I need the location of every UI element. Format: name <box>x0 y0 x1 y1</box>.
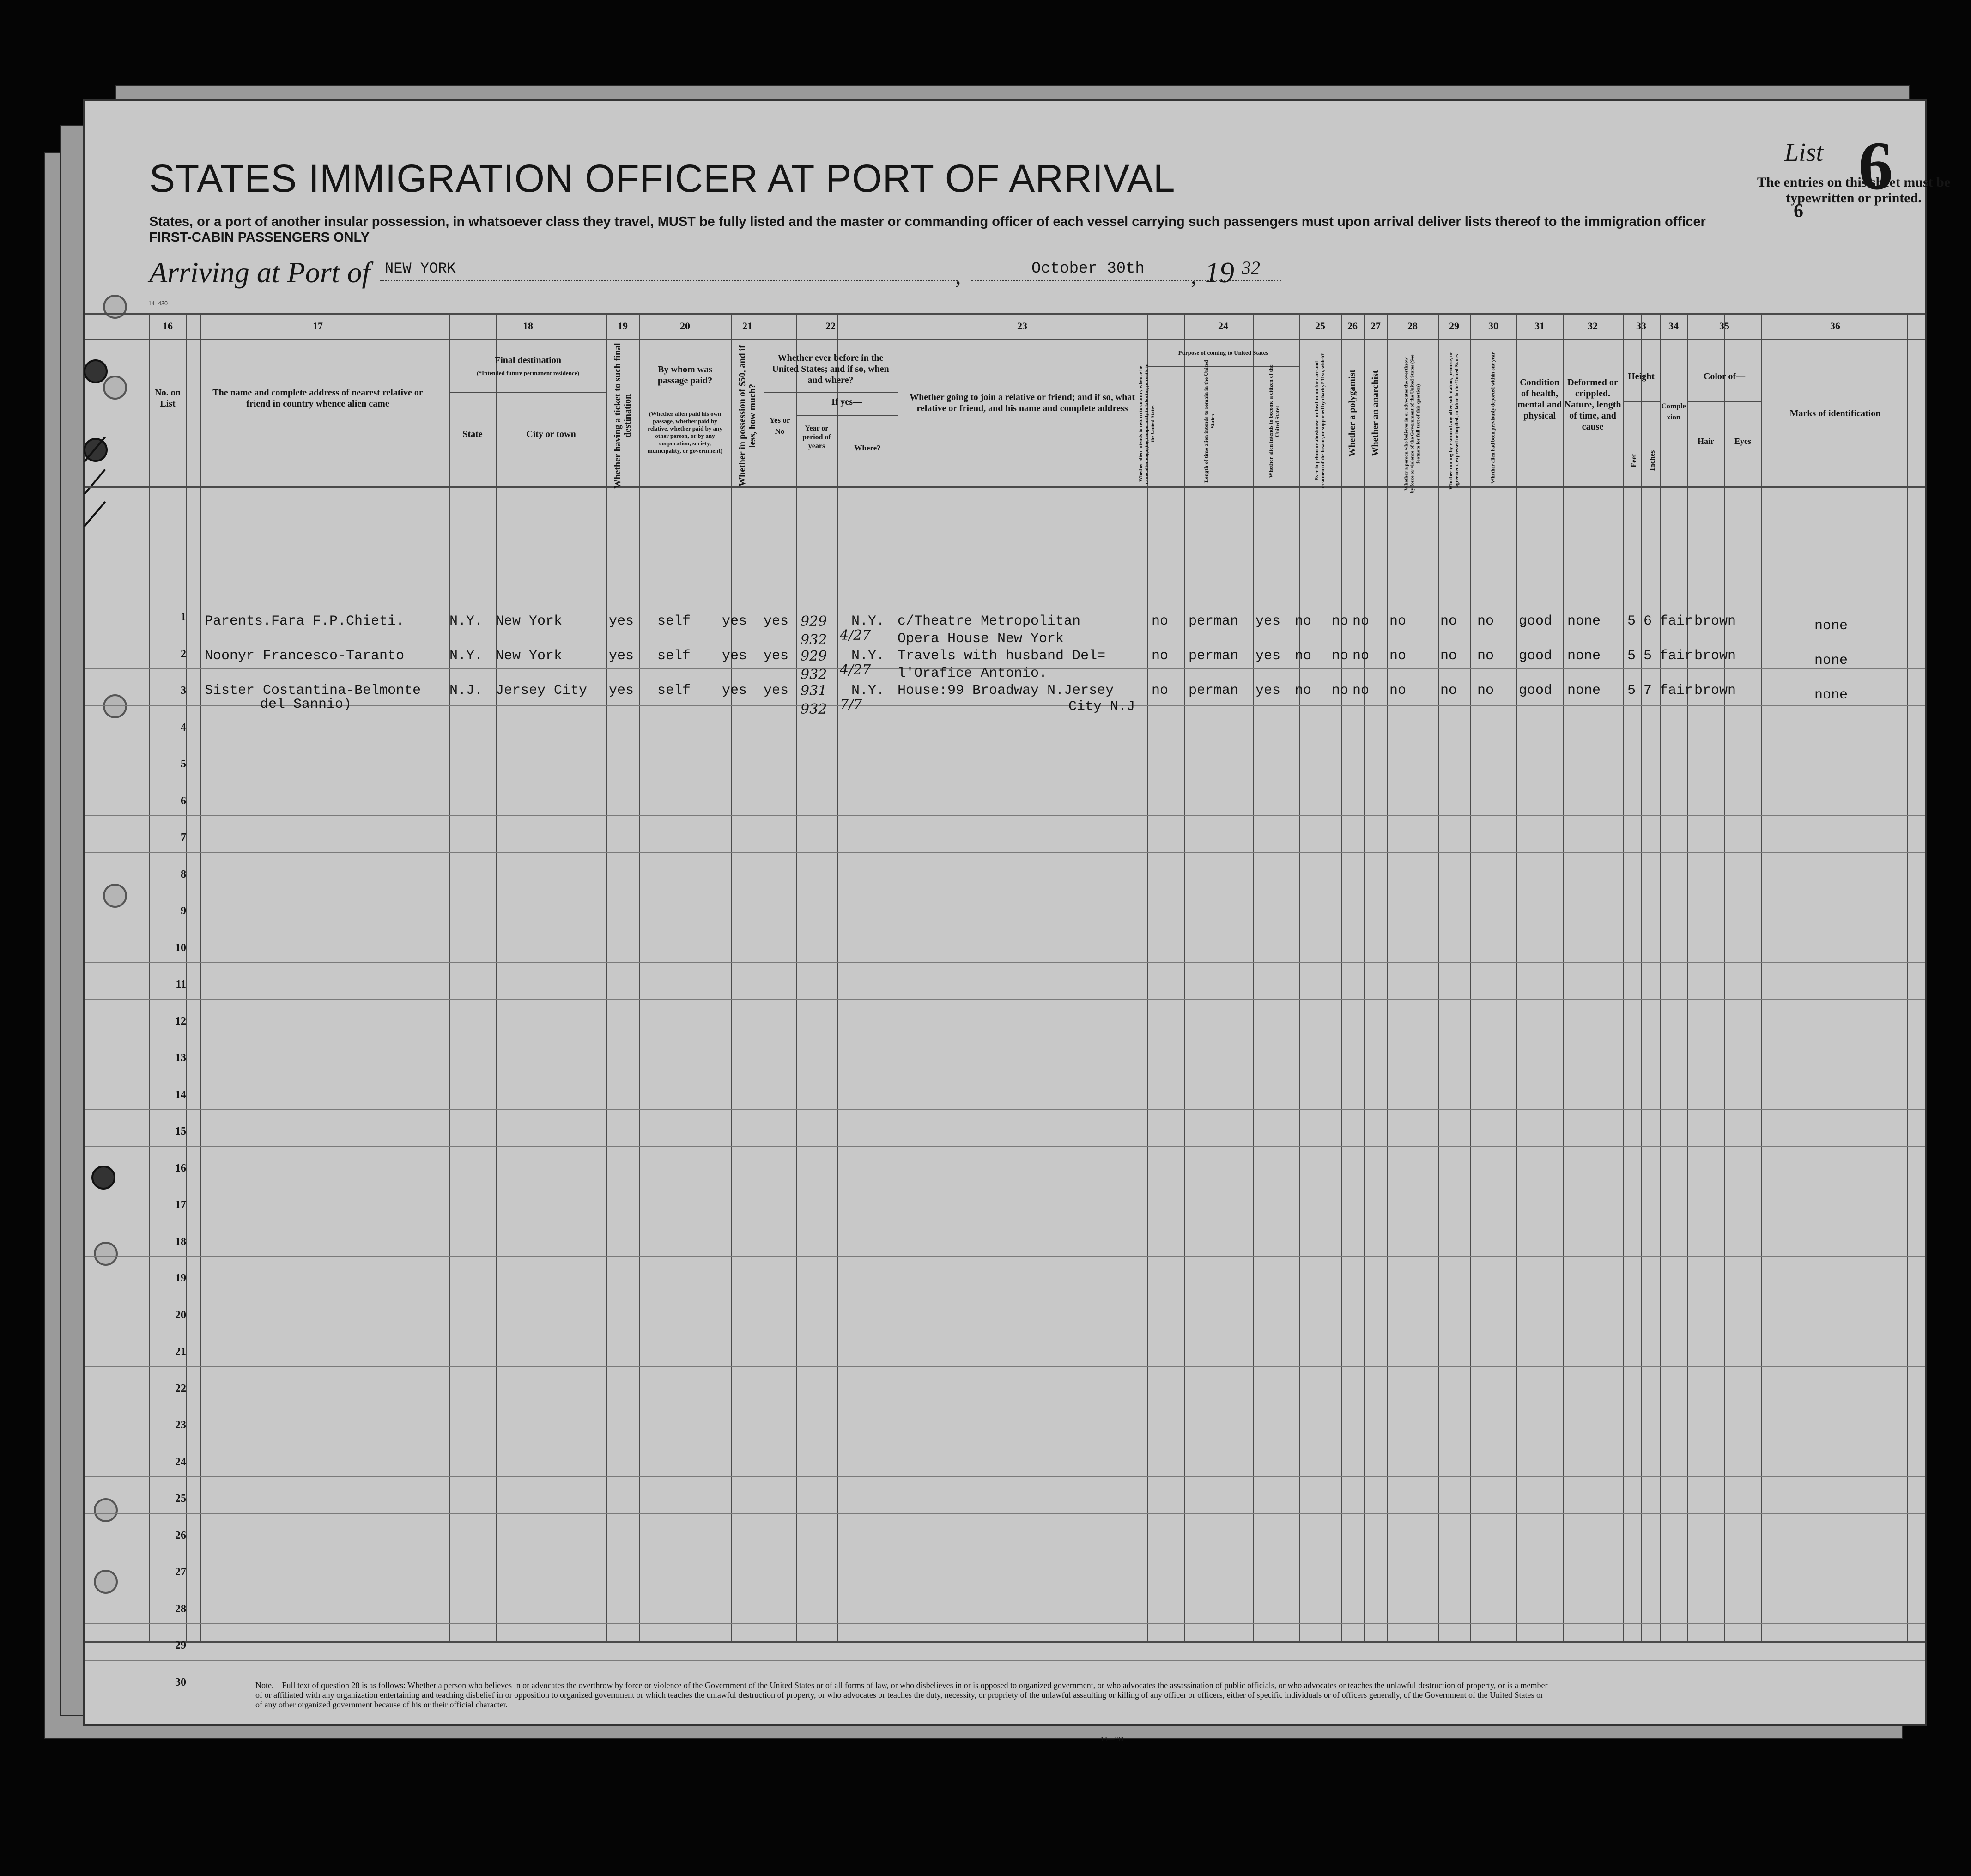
q25-value: no <box>1295 683 1312 698</box>
q29-value: no <box>1440 613 1457 629</box>
feet-value: 5 <box>1627 613 1636 629</box>
row-rule <box>85 962 1925 963</box>
column-number: 32 <box>1588 320 1598 332</box>
heading-if-yes: If yes— <box>831 397 862 407</box>
heading-final-destination-note: (*Intended future permanent residence) <box>477 370 579 376</box>
row-number: 14 <box>175 1088 186 1101</box>
header-sub-rule <box>764 392 898 393</box>
heading-complexion: Complexion <box>1661 402 1686 421</box>
column-number: 18 <box>523 320 533 332</box>
row-number: 27 <box>175 1566 186 1578</box>
purpose-a-value: no <box>1152 648 1169 664</box>
column-divider <box>639 313 640 1641</box>
date-note-value: 4/27 <box>840 662 871 678</box>
row-number: 21 <box>175 1346 186 1358</box>
check-mark <box>84 501 106 527</box>
column-divider <box>1147 313 1148 1641</box>
column-divider <box>1387 313 1388 1641</box>
date-note-value: 7/7 <box>840 697 862 713</box>
ticket-value: yes <box>609 648 634 664</box>
heading-eyes: Eyes <box>1734 437 1751 446</box>
ticket-value: yes <box>609 613 634 629</box>
relative-name: Sister Costantina-Belmonte <box>205 683 421 698</box>
arriving-label: Arriving at Port of <box>149 256 370 289</box>
joining-value: Travels with husband Del= <box>898 648 1106 664</box>
q26-value: no <box>1332 648 1349 664</box>
years-second-value: 932 <box>801 701 827 717</box>
before-value: yes <box>764 648 789 664</box>
column-divider <box>449 313 450 1641</box>
date-note-value: 4/27 <box>840 627 871 644</box>
port-line <box>380 280 958 281</box>
column-divider <box>1761 313 1762 1641</box>
row-rule <box>85 1256 1925 1257</box>
row-rule <box>85 815 1925 816</box>
relative-name: Noonyr Francesco-Taranto <box>205 648 405 664</box>
column-divider <box>837 313 838 1641</box>
joining-value: c/Theatre Metropolitan <box>898 613 1081 629</box>
column-number: 34 <box>1668 320 1679 332</box>
column-divider <box>1563 313 1564 1641</box>
marks-value: none <box>1814 687 1848 703</box>
q25-value: no <box>1295 648 1312 664</box>
complexion-value: fair <box>1660 648 1693 664</box>
purpose-a-value: no <box>1152 683 1169 698</box>
subtitle-line: States, or a port of another insular possession, in whatsoever class they travel, MUST be fully listed and the master or commanding officer of each vessel carrying such passengers must upon arrival deliver lists thereof to the immigration officer <box>149 214 1706 229</box>
years-second-value: 932 <box>801 632 827 648</box>
column-divider <box>731 313 732 1641</box>
health-value: good <box>1519 613 1553 629</box>
column-number: 33 <box>1636 320 1646 332</box>
column-divider <box>796 313 797 1641</box>
joining-value: House:99 Broadway N.Jersey <box>898 683 1114 698</box>
complexion-value: fair <box>1660 613 1693 629</box>
row-rule <box>85 1109 1925 1110</box>
comma: , <box>1191 263 1197 289</box>
row-number: 13 <box>175 1052 186 1064</box>
manifest-sheet <box>83 99 1951 1743</box>
heading-ticket: Whether having a ticket to such final destination <box>613 343 633 489</box>
heading-question-30: Whether alien had been previously deported within one year <box>1490 352 1496 484</box>
purpose-b-value: perman <box>1189 648 1239 664</box>
q26-value: no <box>1332 683 1349 698</box>
heading-city: City or town <box>526 429 576 439</box>
heading-purpose-b: Length of time alien intends to remain in the United States <box>1203 360 1216 483</box>
row-rule <box>85 1476 1925 1477</box>
where-value: N.Y. <box>851 683 885 698</box>
heading-final-destination: Final destination <box>495 355 561 365</box>
inches-value: 5 <box>1644 648 1652 664</box>
table-top-rule <box>85 313 1925 315</box>
heading-passage-paid: By whom was passage paid? <box>657 364 713 386</box>
footer-code: 14—430 <box>1101 1736 1123 1743</box>
column-number: 31 <box>1534 320 1545 332</box>
header-sub-rule <box>449 392 606 393</box>
row-number: 30 <box>175 1676 186 1688</box>
column-divider <box>200 313 201 1641</box>
years-second-value: 932 <box>801 667 827 683</box>
column-divider <box>496 313 497 1641</box>
q29-value: no <box>1440 648 1457 664</box>
row-rule <box>85 852 1925 853</box>
row-number: 8 <box>181 868 186 880</box>
header-sub-rule <box>1623 401 1660 402</box>
ticket-value: yes <box>609 683 634 698</box>
hair-value: brown <box>1694 683 1736 698</box>
header-sub-rule <box>1687 401 1761 402</box>
joining-cont-value: l'Orafice Antonio. <box>898 666 1048 681</box>
heading-purpose: Purpose of coming to United States <box>1178 349 1268 356</box>
q28-value: no <box>1389 648 1407 664</box>
row-number: 15 <box>175 1125 186 1137</box>
row-number: 16 <box>175 1162 186 1174</box>
years-value: 929 <box>801 613 827 630</box>
heading-no-on-list: No. on List <box>155 388 181 409</box>
purpose-b-value: perman <box>1189 683 1239 698</box>
binder-hole <box>103 694 127 718</box>
q29-value: no <box>1440 683 1457 698</box>
heading-anarchist: Whether an anarchist <box>1370 370 1381 456</box>
row-rule <box>85 1513 1925 1514</box>
column-divider <box>1516 313 1517 1641</box>
purpose-c-value: yes <box>1255 683 1281 698</box>
column-number: 25 <box>1315 320 1325 332</box>
heading-joining-relative: Whether going to join a relative or friend; and if so, what relative or friend, and his name and complete address <box>910 392 1135 413</box>
heading-health: Condition of health, mental and physical <box>1517 377 1562 421</box>
corner-number: 6 <box>1794 200 1803 222</box>
subtitle <box>149 214 1706 245</box>
row-number: 2 <box>181 648 186 660</box>
city-value: Jersey City <box>496 683 588 698</box>
column-divider <box>1724 313 1725 1641</box>
q28-value: no <box>1389 613 1407 629</box>
row-number: 19 <box>175 1272 186 1284</box>
purpose-c-value: yes <box>1255 613 1281 629</box>
column-divider <box>606 313 607 1641</box>
row-rule <box>85 705 1925 706</box>
row-number: 18 <box>175 1235 186 1248</box>
state-value: N.Y. <box>449 648 483 664</box>
hair-value: brown <box>1694 613 1736 629</box>
column-divider <box>1438 313 1439 1641</box>
before-value: yes <box>764 683 789 698</box>
subtitle-line: FIRST-CABIN PASSENGERS ONLY <box>149 230 370 245</box>
heading-feet: Feet <box>1630 454 1638 467</box>
row-number: 12 <box>175 1015 186 1027</box>
deformed-value: none <box>1567 683 1601 698</box>
column-number: 29 <box>1449 320 1459 332</box>
relative-name: Parents.Fara F.P.Chieti. <box>205 613 405 629</box>
column-number: 23 <box>1017 320 1027 332</box>
header-sub-rule <box>796 415 898 416</box>
heading-question-29: Whether coming by reason of any offer, solicitation, promise, or agreement, expressed or implied, to labor in the United States <box>1448 352 1460 490</box>
row-number: 22 <box>175 1382 186 1395</box>
row-rule <box>85 1623 1925 1624</box>
heading-purpose-a: Whether alien intends to return to country whence he came after engaging temporarily in laboring pursuits in the United States <box>1138 363 1156 485</box>
row-number: 29 <box>175 1639 186 1651</box>
row-number: 28 <box>175 1603 186 1615</box>
table-bottom-rule <box>85 1641 1925 1643</box>
year-prefix: 19 <box>1205 256 1234 289</box>
row-number: 7 <box>181 832 186 844</box>
column-number: 28 <box>1407 320 1418 332</box>
q25-value: no <box>1295 613 1312 629</box>
date-value: October 30th <box>1031 260 1145 278</box>
money-value: yes <box>722 613 747 629</box>
column-divider <box>1341 313 1342 1641</box>
row-number: 23 <box>175 1419 186 1431</box>
heading-year-period: Year or period of years <box>802 425 831 450</box>
marks-value: none <box>1814 653 1848 668</box>
paid-by-value: self <box>657 683 691 698</box>
header-bottom-rule <box>85 486 1925 488</box>
row-number: 5 <box>181 758 186 770</box>
before-value: yes <box>764 613 789 629</box>
row-rule <box>85 1366 1925 1367</box>
column-number: 35 <box>1719 320 1729 332</box>
binder-hole <box>103 884 127 908</box>
marks-value: none <box>1814 618 1848 634</box>
port-value: NEW YORK <box>385 260 456 277</box>
city-value: New York <box>496 613 563 629</box>
where-value: N.Y. <box>851 613 885 629</box>
comma: , <box>955 263 961 289</box>
list-note: The entries on this sheet must be typewritten or printed. <box>1757 175 1951 206</box>
column-number: 16 <box>163 320 173 332</box>
header-rule <box>85 339 1925 340</box>
health-value: good <box>1519 683 1553 698</box>
deformed-value: none <box>1567 648 1601 664</box>
heading-deformed: Deformed or crippled. Nature, length of time, and cause <box>1564 377 1621 432</box>
heading-state: State <box>462 429 483 439</box>
heading-inches: Inches <box>1649 450 1656 471</box>
row-number: 9 <box>181 905 186 917</box>
money-value: yes <box>722 683 747 698</box>
row-number: 4 <box>181 721 186 734</box>
heading-passage-paid-note: (Whether alien paid his own passage, whether paid by relative, whether paid by any other person, or by any corporation, society, municipality, or government) <box>648 410 722 454</box>
joining-cont-value: Opera House New York <box>898 631 1064 647</box>
row-number: 6 <box>181 795 186 807</box>
row-number: 17 <box>175 1199 186 1211</box>
q27-value: no <box>1352 613 1370 629</box>
state-value: N.J. <box>449 683 483 698</box>
row-rule <box>85 999 1925 1000</box>
column-divider <box>186 313 187 1641</box>
state-value: N.Y. <box>449 613 483 629</box>
feet-value: 5 <box>1627 648 1636 664</box>
binder-hole <box>94 1498 118 1522</box>
q27-value: no <box>1352 648 1370 664</box>
row-rule <box>85 1660 1925 1661</box>
form-code: 14–430 <box>148 300 168 307</box>
inches-value: 7 <box>1644 683 1652 698</box>
column-number: 20 <box>680 320 690 332</box>
column-divider <box>1623 313 1624 1641</box>
date-line <box>971 280 1281 281</box>
heading-polygamist: Whether a polygamist <box>1347 370 1358 457</box>
column-number: 21 <box>742 320 752 332</box>
row-number: 11 <box>176 978 186 990</box>
column-number: 30 <box>1488 320 1498 332</box>
column-number: 22 <box>825 320 836 332</box>
binder-hole <box>94 1242 118 1266</box>
heading-question-28: Whether a person who believes in or advocates the overthrow by force or violence of the Government of the United States (See footnote for full text of this question) <box>1403 354 1421 493</box>
binder-hole <box>91 1166 115 1190</box>
column-number: 24 <box>1218 320 1228 332</box>
q30-value: no <box>1477 683 1494 698</box>
heading-color-of: Color of— <box>1703 371 1746 382</box>
row-number: 10 <box>175 941 186 954</box>
list-number: 6 <box>1858 127 1893 204</box>
city-value: New York <box>496 648 563 664</box>
page-title: STATES IMMIGRATION OFFICER AT PORT OF ARRIVAL <box>149 157 1176 200</box>
heading-yes-no: Yes or No <box>769 416 790 436</box>
heading-money: Whether in possession of $50, and if less, how much? <box>737 345 758 486</box>
q30-value: no <box>1477 613 1494 629</box>
q27-value: no <box>1352 683 1370 698</box>
joining-cont-value: City N.J <box>1068 699 1135 715</box>
heading-marks: Marks of identification <box>1789 408 1881 419</box>
binder-hole <box>103 295 127 319</box>
column-divider <box>1470 313 1471 1641</box>
complexion-value: fair <box>1660 683 1693 698</box>
row-rule <box>85 1146 1925 1147</box>
column-divider <box>1660 313 1661 1641</box>
binder-hole <box>94 1570 118 1594</box>
column-divider <box>149 313 150 1641</box>
relative-name-cont: del Sannio) <box>260 697 352 712</box>
deformed-value: none <box>1567 613 1601 629</box>
column-divider <box>1907 313 1908 1641</box>
heading-height: Height <box>1628 371 1655 382</box>
paid-by-value: self <box>657 648 691 664</box>
column-number: 19 <box>618 320 628 332</box>
list-label: List <box>1784 138 1824 167</box>
heading-hair: Hair <box>1698 437 1714 446</box>
row-number: 26 <box>175 1529 186 1542</box>
column-divider <box>1184 313 1185 1641</box>
row-number: 3 <box>181 685 186 697</box>
column-divider <box>1364 313 1365 1641</box>
column-divider <box>1641 313 1642 1641</box>
purpose-a-value: no <box>1152 613 1169 629</box>
paid-by-value: self <box>657 613 691 629</box>
purpose-b-value: perman <box>1189 613 1239 629</box>
column-divider <box>1253 313 1254 1641</box>
q26-value: no <box>1332 613 1349 629</box>
years-value: 929 <box>801 648 827 664</box>
year-suffix: 32 <box>1242 257 1260 278</box>
q30-value: no <box>1477 648 1494 664</box>
binder-hole <box>103 376 127 400</box>
row-number: 20 <box>175 1309 186 1321</box>
row-number: 1 <box>181 611 186 623</box>
heading-where: Where? <box>854 443 881 452</box>
row-number: 24 <box>175 1456 186 1468</box>
column-divider <box>1687 313 1688 1641</box>
health-value: good <box>1519 648 1553 664</box>
where-value: N.Y. <box>851 648 885 664</box>
heading-prison: Ever in prison or almshouse, or institution for care and treatment of the insane, or supported by charity? If so, which? <box>1314 353 1326 489</box>
column-number: 17 <box>313 320 323 332</box>
column-number: 36 <box>1830 320 1840 332</box>
column-number: 27 <box>1371 320 1381 332</box>
q28-value: no <box>1389 683 1407 698</box>
money-value: yes <box>722 648 747 664</box>
heading-purpose-c: Whether alien intends to become a citizen of the United States <box>1268 364 1280 478</box>
column-number: 26 <box>1347 320 1358 332</box>
footnote: Note.—Full text of question 28 is as follows: Whether a person who believes in or advocates the overthrow by force or violence of the Government of the United States or of all forms of law, or who disbelieves in or is opposed to organized government, or who advocates the assassination of public officials, or who advocates or teaches the unlawful destruction of property, or is a member of or affiliated with any organization entertaining and teaching disbelief in or opposition to organized government or which teaches the unlawful destruction of property, or who advocates or teaches the duty, necessity, or propriety of the unlawful assaulting or killing of any officer or officers, either of specific individuals or of officers generally, of the Government of the United States or of any other organized government because of his or their official character. <box>255 1681 1548 1709</box>
column-divider <box>1299 313 1300 1641</box>
heading-nearest-relative: The name and complete address of nearest relative or friend in country whence alien came <box>212 388 423 409</box>
check-mark <box>84 469 106 495</box>
binder-hole <box>84 359 108 383</box>
inches-value: 6 <box>1644 613 1652 629</box>
heading-before-in-us: Whether ever before in the United States; and if so, when and where? <box>772 353 889 385</box>
hair-value: brown <box>1694 648 1736 664</box>
row-number: 25 <box>175 1493 186 1505</box>
feet-value: 5 <box>1627 683 1636 698</box>
purpose-c-value: yes <box>1255 648 1281 664</box>
years-value: 931 <box>801 683 827 699</box>
